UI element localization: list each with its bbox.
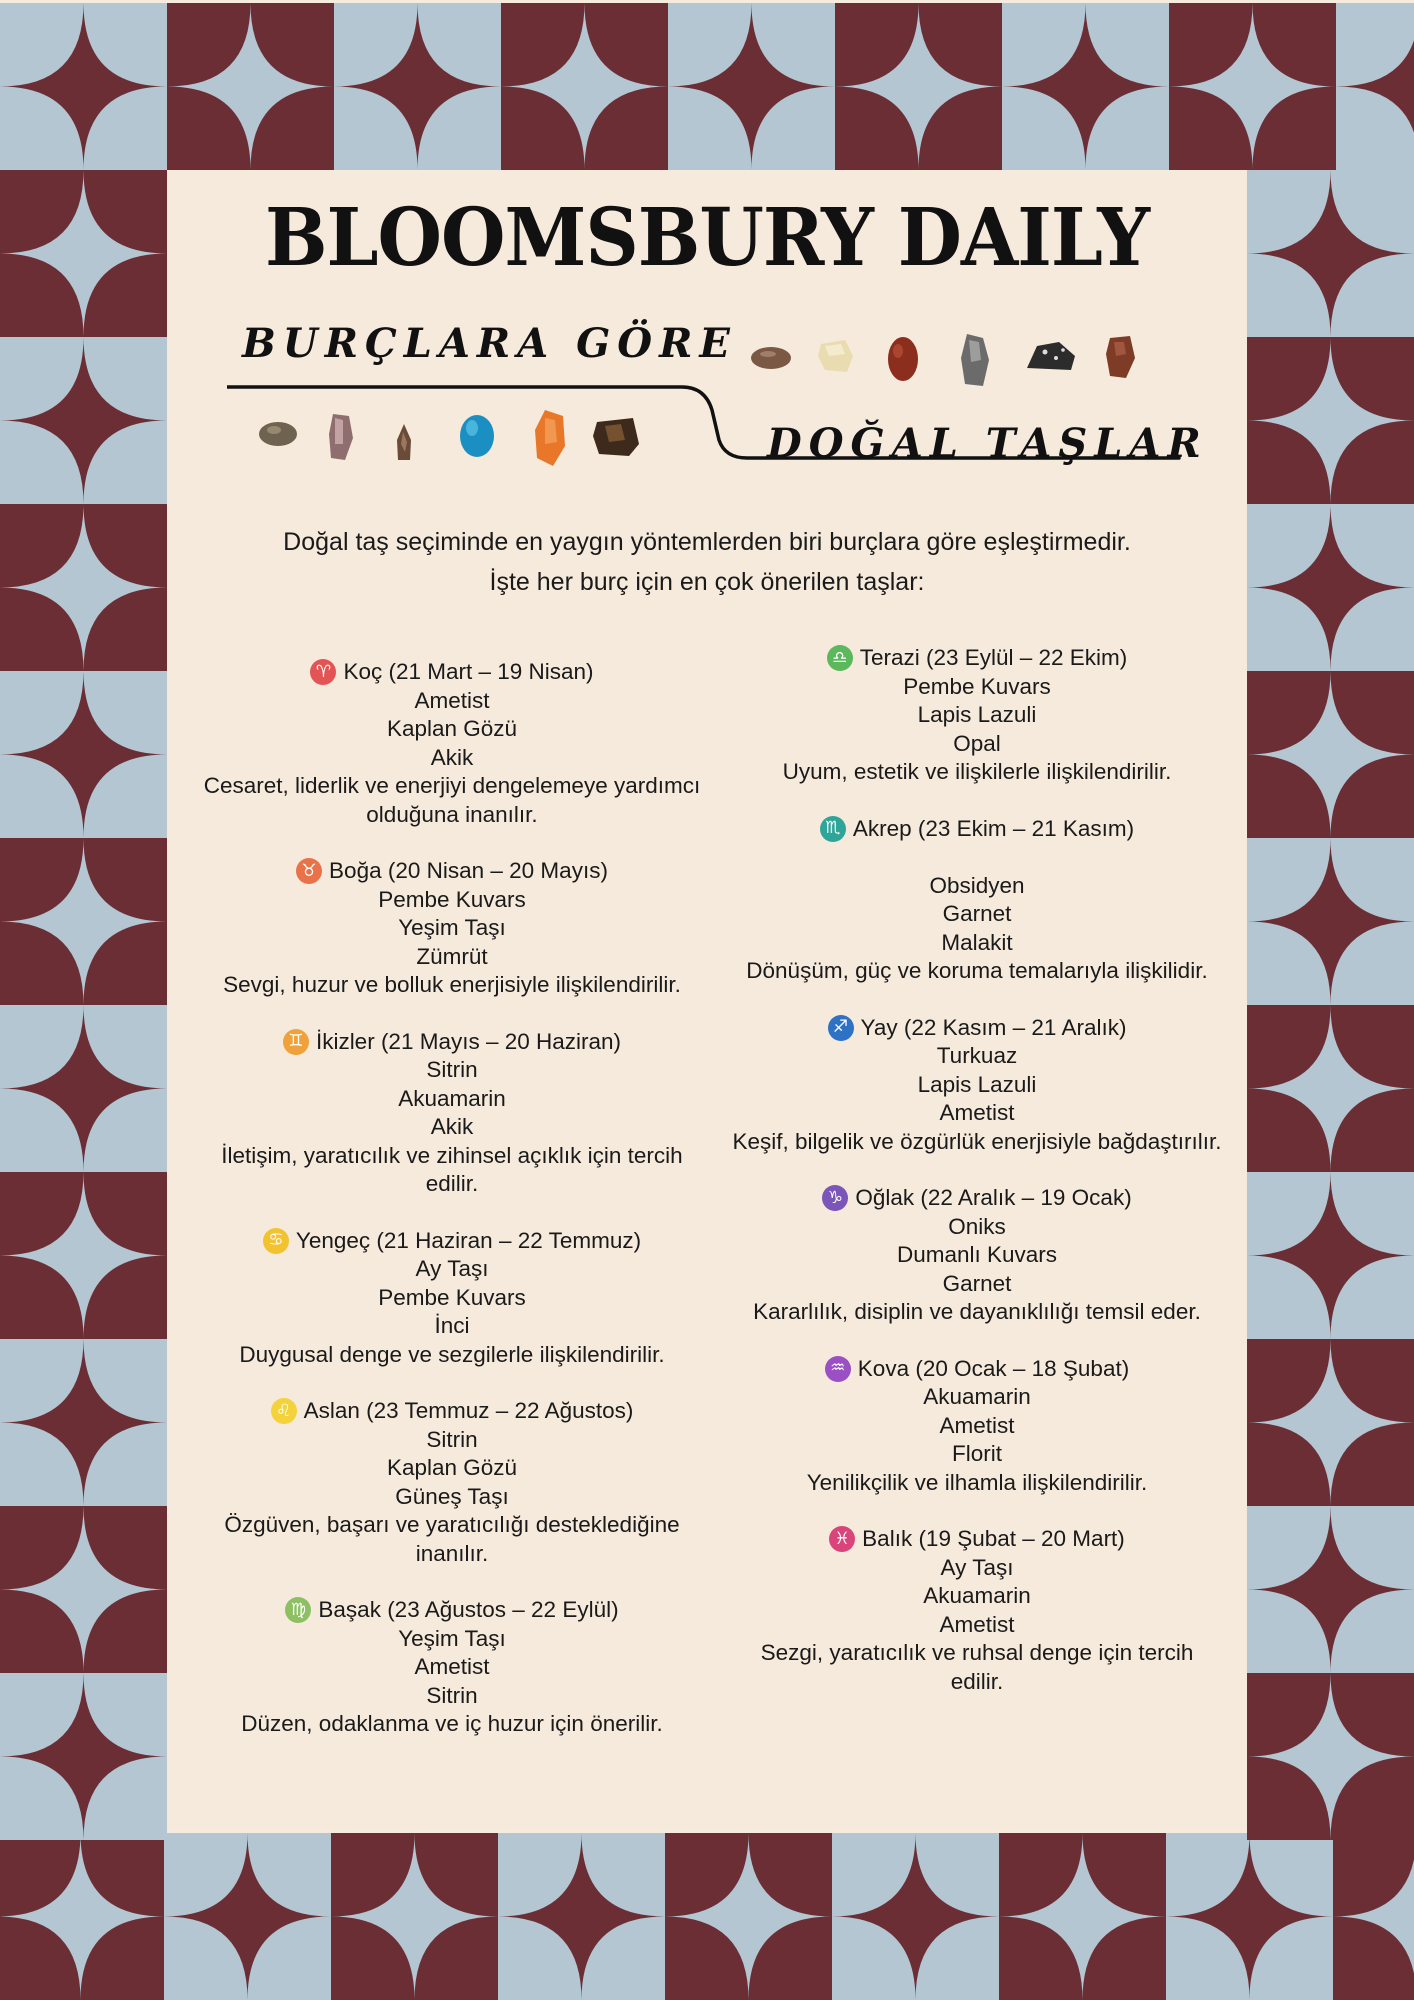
stone-name: Ay Taşı xyxy=(415,1256,489,1281)
zodiac-sign-title: Terazi (23 Eylül – 22 Ekim) xyxy=(859,645,1128,670)
content-panel xyxy=(167,170,1247,1830)
zodiac-sign-entry xyxy=(192,1397,712,1568)
stone-name: Ametist xyxy=(414,1654,490,1679)
border-tile-right xyxy=(1247,1339,1414,1506)
stone-name: Lapis Lazuli xyxy=(917,1071,1037,1097)
zodiac-sign-header xyxy=(717,1525,1237,1554)
stone-orange-calcite-icon xyxy=(531,406,569,468)
stone-snowflake-obsidian-icon xyxy=(1023,338,1079,374)
stone-name: Akuamarin xyxy=(923,1583,1031,1608)
border-tile-bottom xyxy=(0,1833,164,2000)
scorpio-icon: ♏ xyxy=(820,816,846,842)
stone-turquoise-icon xyxy=(457,412,497,460)
border-tile-left xyxy=(0,170,167,337)
stone-name: Ametist xyxy=(939,1100,1015,1125)
zodiac-description: Cesaret, liderlik ve enerjiyi dengelemeye yardımcı olduğuna inanılır. xyxy=(203,773,701,827)
stone-name: Turkuaz xyxy=(936,1043,1018,1068)
stone-name: Pembe Kuvars xyxy=(378,1284,526,1310)
zodiac-sign-title: Kova (20 Ocak – 18 Şubat) xyxy=(857,1355,1130,1381)
zodiac-description: Düzen, odaklanma ve iç huzur için önerilir. xyxy=(241,1711,663,1736)
zodiac-sign-entry xyxy=(192,1596,712,1739)
zodiac-sign-title: Oğlak (22 Aralık – 19 Ocak) xyxy=(855,1185,1132,1210)
zodiac-sign-title: İkizler (21 Mayıs – 20 Haziran) xyxy=(315,1028,622,1054)
border-tile-left xyxy=(0,1172,167,1339)
stone-name: Sitrin xyxy=(426,1682,478,1708)
stone-name: Ametist xyxy=(939,1611,1015,1637)
border-tile-left xyxy=(0,337,167,504)
stone-name: Yeşim Taşı xyxy=(398,915,506,940)
zodiac-sign-entry xyxy=(192,857,712,1000)
stone-name: Dumanlı Kuvars xyxy=(896,1242,1058,1267)
zodiac-description: Kararlılık, disiplin ve dayanıklılığı temsil eder. xyxy=(753,1299,1201,1324)
stone-name: Güneş Taşı xyxy=(395,1483,509,1509)
zodiac-sign-entry xyxy=(192,658,712,829)
zodiac-sign-header xyxy=(192,1227,712,1256)
border-tile-top xyxy=(0,3,167,170)
zodiac-sign-title: Aslan (23 Temmuz – 22 Ağustos) xyxy=(303,1398,634,1423)
border-tile-left xyxy=(0,671,167,838)
stone-name: Ametist xyxy=(414,687,490,713)
stone-brown-icon xyxy=(749,342,793,374)
zodiac-sign-header xyxy=(717,1355,1237,1384)
border-tile-top xyxy=(1002,3,1169,170)
zodiac-sign-entry xyxy=(717,1184,1237,1327)
zodiac-sign-header xyxy=(717,1014,1237,1043)
zodiac-sign-title: Yengeç (21 Haziran – 22 Temmuz) xyxy=(295,1227,642,1253)
zodiac-description: Özgüven, başarı ve yaratıcılığı desteklediğine inanılır. xyxy=(224,1512,680,1566)
stone-name: Ametist xyxy=(939,1412,1015,1438)
stone-red-jasper-icon xyxy=(885,334,921,384)
intro-line-1: Doğal taş seçiminde en yaygın yöntemlerden biri burçlara göre eşleştirmedir. xyxy=(283,528,1131,556)
zodiac-description: Duygusal denge ve sezgilerle ilişkilendirilir. xyxy=(239,1341,665,1367)
stone-name: Garnet xyxy=(942,1270,1012,1296)
stone-name: Sitrin xyxy=(426,1057,478,1082)
zodiac-sign-header xyxy=(192,1397,712,1426)
stone-smoky-icon xyxy=(591,414,643,460)
zodiac-sign-header xyxy=(717,644,1237,673)
zodiac-sign-entry xyxy=(717,1355,1237,1498)
zodiac-sign-header xyxy=(717,1184,1237,1213)
border-tile-bottom xyxy=(331,1833,498,2000)
border-tile-top xyxy=(167,3,334,170)
sagittarius-icon: ♐ xyxy=(828,1015,854,1041)
stone-name: Zümrüt xyxy=(416,943,488,969)
border-tile-left xyxy=(0,504,167,671)
border-tile-bottom xyxy=(164,1833,331,2000)
border-tile-top xyxy=(1169,3,1336,170)
zodiac-description: Dönüşüm, güç ve koruma temalarıyla ilişkilidir. xyxy=(746,958,1208,983)
intro-text xyxy=(207,522,1207,602)
stone-carnelian-icon xyxy=(1102,332,1138,382)
capricorn-icon: ♑ xyxy=(822,1185,848,1211)
zodiac-description: Keşif, bilgelik ve özgürlük enerjisiyle bağdaştırılır. xyxy=(732,1128,1222,1154)
spacer xyxy=(717,843,1237,872)
zodiac-column-right xyxy=(717,644,1237,1724)
intro-line-2: İşte her burç için en çok önerilen taşlar: xyxy=(489,568,925,596)
border-tile-right xyxy=(1247,1172,1414,1339)
zodiac-description: Sezgi, yaratıcılık ve ruhsal denge için tercih edilir. xyxy=(760,1640,1194,1694)
stone-rhodonite-icon xyxy=(325,410,357,462)
zodiac-sign-title: Akrep (23 Ekim – 21 Kasım) xyxy=(852,815,1135,841)
stone-name: Opal xyxy=(953,730,1001,756)
stone-name: Yeşim Taşı xyxy=(398,1625,506,1651)
stone-grey-icon xyxy=(957,330,993,390)
border-tile-bottom xyxy=(1166,1833,1333,2000)
stone-name: Garnet xyxy=(942,901,1012,926)
taurus-icon: ♉ xyxy=(296,858,322,884)
cancer-icon: ♋ xyxy=(263,1228,289,1254)
zodiac-sign-entry xyxy=(192,1028,712,1199)
border-tile-top xyxy=(835,3,1002,170)
border-tile-bottom xyxy=(498,1833,665,2000)
border-tile-left xyxy=(0,838,167,1005)
border-tile-top xyxy=(334,3,501,170)
border-tile-left xyxy=(0,1339,167,1506)
subtitle-right: DOĞAL TAŞLAR xyxy=(767,420,1208,467)
stone-name: Akuamarin xyxy=(398,1085,506,1111)
pisces-icon: ♓ xyxy=(829,1526,855,1552)
stone-citrine-icon xyxy=(815,336,857,376)
zodiac-sign-entry xyxy=(717,1525,1237,1696)
stone-name: Ay Taşı xyxy=(940,1554,1014,1580)
border-tile-bottom xyxy=(832,1833,999,2000)
border-tile-left xyxy=(0,1005,167,1172)
zodiac-sign-entry xyxy=(192,1227,712,1370)
border-tile-top xyxy=(501,3,668,170)
border-tile-right xyxy=(1247,1506,1414,1673)
stone-small-brown-icon xyxy=(393,422,415,462)
gemini-icon: ♊ xyxy=(283,1029,309,1055)
stone-name: Kaplan Gözü xyxy=(386,716,518,741)
stone-name: Oniks xyxy=(948,1213,1006,1239)
stone-name: Lapis Lazuli xyxy=(917,702,1037,727)
zodiac-sign-title: Yay (22 Kasım – 21 Aralık) xyxy=(860,1014,1127,1040)
aries-icon: ♈ xyxy=(310,659,336,685)
zodiac-sign-header xyxy=(192,857,712,886)
border-tile-right xyxy=(1247,170,1414,337)
stone-name: Kaplan Gözü xyxy=(386,1455,518,1480)
libra-icon: ♎ xyxy=(827,645,853,671)
stone-name: Akik xyxy=(430,1114,474,1139)
stone-name: Florit xyxy=(952,1441,1002,1466)
border-tile-left xyxy=(0,1673,167,1840)
zodiac-sign-header xyxy=(192,658,712,687)
border-tile-right xyxy=(1247,838,1414,1005)
zodiac-sign-title: Koç (21 Mart – 19 Nisan) xyxy=(343,659,594,684)
zodiac-sign-title: Boğa (20 Nisan – 20 Mayıs) xyxy=(329,858,608,883)
stone-name: Malakit xyxy=(941,929,1013,955)
leo-icon: ♌ xyxy=(271,1398,297,1424)
border-tile-bottom xyxy=(665,1833,832,2000)
subtitle-left: BURÇLARA GÖRE xyxy=(242,320,737,367)
border-tile-right xyxy=(1247,337,1414,504)
stone-name: Pembe Kuvars xyxy=(378,886,526,912)
stone-tiger-eye-icon xyxy=(257,418,299,450)
stone-name: Obsidyen xyxy=(929,872,1025,898)
zodiac-description: Yenilikçilik ve ilhamla ilişkilendirilir. xyxy=(806,1469,1148,1495)
zodiac-description: Uyum, estetik ve ilişkilerle ilişkilendirilir. xyxy=(782,759,1172,784)
zodiac-sign-header xyxy=(192,1596,712,1625)
zodiac-sign-title: Balık (19 Şubat – 20 Mart) xyxy=(862,1526,1125,1551)
border-tile-right xyxy=(1247,671,1414,838)
border-tile-right xyxy=(1247,1673,1414,1840)
border-tile-top xyxy=(668,3,835,170)
border-tile-left xyxy=(0,1506,167,1673)
zodiac-sign-header xyxy=(717,815,1237,844)
border-tile-top xyxy=(1336,3,1414,170)
stone-name: İnci xyxy=(434,1313,470,1338)
stone-name: Akuamarin xyxy=(923,1384,1031,1409)
zodiac-description: İletişim, yaratıcılık ve zihinsel açıklık için tercih edilir. xyxy=(221,1142,683,1196)
zodiac-sign-title: Başak (23 Ağustos – 22 Eylül) xyxy=(318,1597,619,1622)
zodiac-sign-header xyxy=(192,1028,712,1057)
virgo-icon: ♍ xyxy=(285,1597,311,1623)
border-tile-right xyxy=(1247,1005,1414,1172)
zodiac-column-left xyxy=(192,658,712,1767)
zodiac-sign-entry xyxy=(717,815,1237,986)
border-tile-bottom xyxy=(999,1833,1166,2000)
zodiac-description: Sevgi, huzur ve bolluk enerjisiyle ilişkilendirilir. xyxy=(223,972,681,997)
stone-name: Pembe Kuvars xyxy=(903,673,1051,699)
zodiac-sign-entry xyxy=(717,1014,1237,1157)
zodiac-sign-entry xyxy=(717,644,1237,787)
stone-name: Akik xyxy=(430,744,474,770)
aquarius-icon: ♒ xyxy=(825,1356,851,1382)
stone-name: Sitrin xyxy=(426,1426,478,1452)
page-title: BLOOMSBURY DAILY xyxy=(264,191,1150,285)
border-tile-right xyxy=(1247,504,1414,671)
border-tile-bottom xyxy=(1333,1833,1414,2000)
